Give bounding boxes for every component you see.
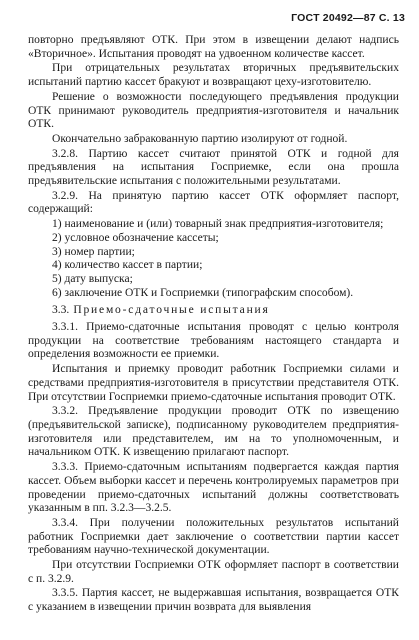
list-item: 5) дату выпуска; — [52, 272, 133, 285]
section-title: Приемо-сдаточные испытания — [73, 304, 270, 317]
section-number: 3.3. — [52, 304, 70, 317]
paragraph: 3.3.2. Предъявление продукции проводит ОТК по извещению (предъявительской записке), подписанному руководителем предприятия-изготовителя или представителем, им на то уполномоченным, и начальником ОТК. К извещению прилагают паспорт. — [28, 405, 399, 459]
paragraph: 3.3.3. Приемо-сдаточным испытаниям подвергается каждая партия кассет. Объем выборки кассет и перечень контролируемых параметров при проведении приемо-сдаточных испытаний должны соответствовать указанным в пп. 3.2.3—3.2.5. — [28, 461, 399, 515]
paragraph: повторно предъявляют ОТК. При этом в извещении делают надпись «Вторичное». Испытания проводят на удвоенном количестве кассет. — [28, 34, 399, 60]
section-heading — [28, 304, 399, 318]
paragraph: При отсутствии Госприемки ОТК оформляет паспорт в соответствии с п. 3.2.9. — [28, 559, 399, 585]
paragraph: При отрицательных результатах вторичных предъявительских испытаний партию кассет бракуют и возвращают цеху-изготовителю. — [28, 62, 399, 89]
paragraph: Решение о возможности последующего предъявления продукции ОТК принимают руководитель предприятия-изготовителя и начальник ОТК. — [28, 90, 399, 131]
paragraph: 3.2.8. Партию кассет считают принятой ОТК и годной для предъявления на испытания Госприемке, если она прошла предъявительские испытания с положительными результатами. — [28, 147, 399, 188]
list-item: 3) номер партии; — [52, 245, 135, 258]
paragraph: 3.3.4. При получении положительных результатов испытаний работник Госприемки дает заключение о соответствии партии кассет требованиям научно-технической документации. — [28, 516, 399, 557]
paragraph: Испытания и приемку проводит работник Госприемки силами и средствами предприятия-изготовителя в присутствии представителя ОТК. При отсутствии Госприемки приемо-сдаточные испытания проводит ОТК. — [28, 363, 399, 403]
list-item: 4) количество кассет в партии; — [52, 259, 203, 272]
paragraph: Окончательно забракованную партию изолируют от годной. — [52, 132, 348, 145]
paragraph: 3.3.5. Партия кассет, не выдержавшая испытания, возвращается ОТК с указанием в извещении причин возврата для выявления — [28, 587, 399, 614]
document-body — [28, 34, 399, 616]
paragraph: 3.2.9. На принятую партию кассет ОТК оформляет паспорт, содержащий: — [28, 189, 399, 216]
list-item: 1) наименование и (или) товарный знак предприятия-изготовителя; — [52, 218, 384, 231]
list-item: 2) условное обозначение кассеты; — [52, 231, 219, 244]
page-header: ГОСТ 20492—87 С. 13 — [291, 12, 405, 24]
paragraph: 3.3.1. Приемо-сдаточные испытания проводят с целью контроля продукции на соответствие требованиям настоящего стандарта и определения возможности ее приемки. — [28, 321, 399, 361]
list-item: 6) заключение ОТК и Госприемки (типографским способом). — [52, 286, 354, 299]
